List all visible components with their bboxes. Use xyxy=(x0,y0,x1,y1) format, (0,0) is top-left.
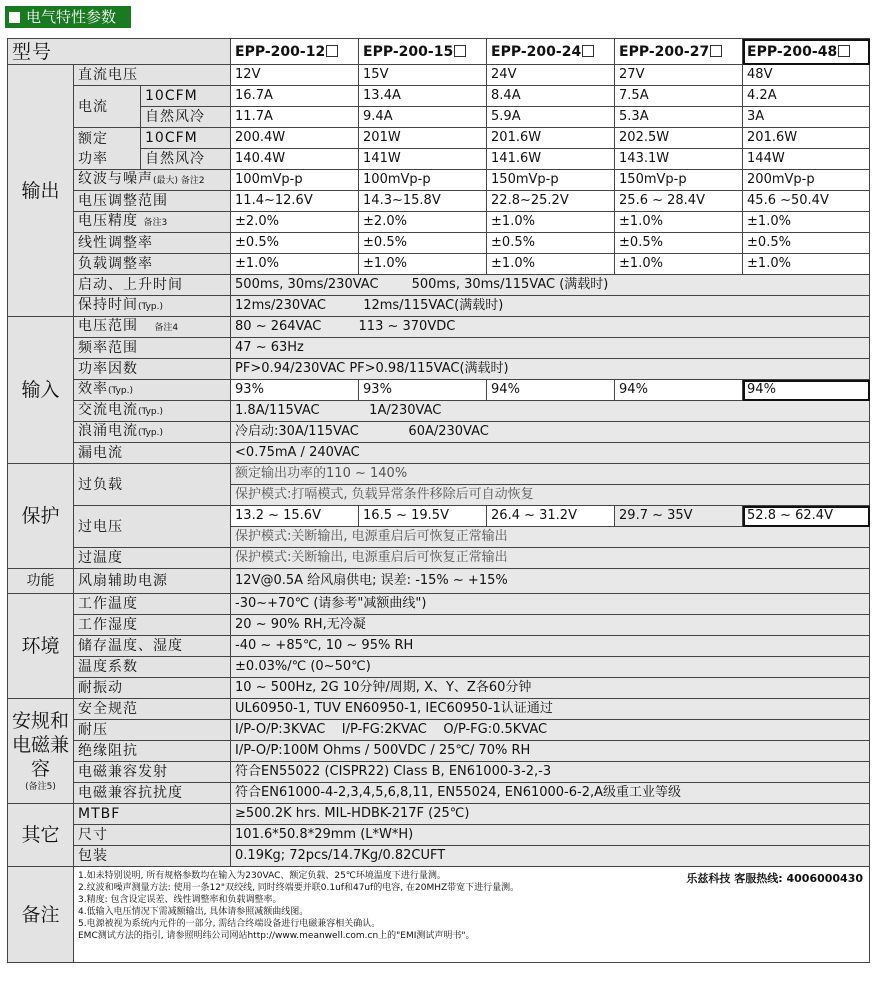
row-eff xyxy=(8,380,870,401)
row-safety xyxy=(8,699,870,720)
checkbox-icon xyxy=(582,45,594,57)
value-fan: 12V@0.5A 给风扇供电; 误差: -15% ~ +15% xyxy=(231,569,870,594)
value: 100mVp-p xyxy=(231,170,359,191)
value: ±1.0% xyxy=(487,254,615,275)
row-hold xyxy=(8,296,870,317)
row-load-reg xyxy=(8,254,870,275)
row-v-range xyxy=(8,317,870,338)
value: 4.2A xyxy=(743,86,870,107)
label-inrush: 浪涌电流(Typ.) xyxy=(74,422,231,443)
value: ±0.5% xyxy=(359,233,487,254)
label-overload: 过负载 xyxy=(74,464,231,506)
value: 11.7A xyxy=(231,107,359,128)
note-line: 5.电源被视为系统内元件的一部分, 需结合终端设备进行电磁兼容相关确认。 xyxy=(78,919,381,929)
note-line: 4.低输入电压情况下需减额输出, 具体请参照减额曲线图。 xyxy=(78,907,309,917)
model-15: EPP-200-15 xyxy=(359,39,487,65)
note-line: EMC测试方法的指引, 请参照明纬公司网站http://www.meanwell.com.cn上的"EMI测试声明书"。 xyxy=(78,931,475,941)
value: 22.8~25.2V xyxy=(487,191,615,212)
value: 140.4W xyxy=(231,149,359,170)
value-v-range: 80 ~ 264VAC 113 ~ 370VDC xyxy=(231,317,870,338)
row-mtbf xyxy=(8,804,870,825)
row-notes xyxy=(8,867,870,963)
value: 27V xyxy=(615,65,743,86)
value: 100mVp-p xyxy=(359,170,487,191)
square-icon xyxy=(9,12,20,23)
value: 48V xyxy=(743,65,870,86)
row-work-hum xyxy=(8,615,870,636)
value: 144W xyxy=(743,149,870,170)
checkbox-icon xyxy=(838,45,850,57)
value: 7.5A xyxy=(615,86,743,107)
value-pf: PF>0.94/230VAC PF>0.98/115VAC(满载时) xyxy=(231,359,870,380)
value: ±1.0% xyxy=(743,254,870,275)
value: 52.8 ~ 62.4V xyxy=(743,506,870,527)
label-pack: 包装 xyxy=(74,846,231,867)
row-pack xyxy=(8,846,870,867)
value-inrush: 冷启动:30A/115VAC 60A/230VAC xyxy=(231,422,870,443)
value: 29.7 ~ 35V xyxy=(615,506,743,527)
model-48: EPP-200-48 xyxy=(743,39,870,65)
value-emi: 符合EN55022 (CISPR22) Class B, EN61000-3-2,-3 xyxy=(231,762,870,783)
value-dim: 101.6*50.8*29mm (L*W*H) xyxy=(231,825,870,846)
label-pf: 功率因数 xyxy=(74,359,231,380)
value: ±0.5% xyxy=(615,233,743,254)
note-line: 2.纹波和噪声测量方法: 使用一条12"双绞线, 同时终端要并联0.1uf和47uf的电容, 在20MHZ带宽下进行量测。 xyxy=(78,883,520,893)
label-ripple: 纹波与噪声(最大) 备注2 xyxy=(74,170,231,191)
row-pf xyxy=(8,359,870,380)
value: 200.4W xyxy=(231,128,359,149)
value-tempco: ±0.03%/℃ (0~50℃) xyxy=(231,657,870,678)
label-mtbf: MTBF xyxy=(74,804,231,825)
value: ±0.5% xyxy=(743,233,870,254)
value: 13.2 ~ 15.6V xyxy=(231,506,359,527)
value: ±0.5% xyxy=(487,233,615,254)
label-setup: 启动、上升时间 xyxy=(74,275,231,296)
label-overtemp: 过温度 xyxy=(74,548,231,569)
label-iso: 绝缘阻抗 xyxy=(74,741,231,762)
row-current-10cfm xyxy=(8,86,870,107)
label-store: 储存温度、湿度 xyxy=(74,636,231,657)
model-12: EPP-200-12 xyxy=(231,39,359,65)
label-10cfm: 10CFM xyxy=(141,86,231,107)
row-iso xyxy=(8,741,870,762)
notes-block xyxy=(74,867,870,963)
value-store: -40 ~ +85℃, 10 ~ 95% RH xyxy=(231,636,870,657)
row-overload-1 xyxy=(8,464,870,485)
label-work-hum: 工作湿度 xyxy=(74,615,231,636)
label-freq: 频率范围 xyxy=(74,338,231,359)
label-hold: 保持时间(Typ.) xyxy=(74,296,231,317)
row-v-tol xyxy=(8,212,870,233)
value: 13.4A xyxy=(359,86,487,107)
category-notes: 备注 xyxy=(8,867,74,963)
value: 11.4~12.6V xyxy=(231,191,359,212)
category-function: 功能 xyxy=(8,569,74,594)
value: 202.5W xyxy=(615,128,743,149)
label-v-adj: 电压调整范围 xyxy=(74,191,231,212)
category-protection: 保护 xyxy=(8,464,74,569)
value-ems: 符合EN61000-4-2,3,4,5,6,8,11, EN55024, EN61000-6-2,A级重工业等级 xyxy=(231,783,870,804)
label-fan: 风扇辅助电源 xyxy=(74,569,231,594)
value: 45.6 ~50.4V xyxy=(743,191,870,212)
value-overload-2: 保护模式:打嗝模式, 负载异常条件移除后可自动恢复 xyxy=(231,485,870,506)
checkbox-icon xyxy=(710,45,722,57)
label-tempco: 温度系数 xyxy=(74,657,231,678)
value-overload-1: 额定输出功率的110 ~ 140% xyxy=(231,464,870,485)
value: 141.6W xyxy=(487,149,615,170)
row-dim xyxy=(8,825,870,846)
value: 15V xyxy=(359,65,487,86)
value: 24V xyxy=(487,65,615,86)
label-10cfm: 10CFM xyxy=(141,128,231,149)
value-setup: 500ms, 30ms/230VAC 500ms, 30ms/115VAC (满载时) xyxy=(231,275,870,296)
label-natural: 自然风冷 xyxy=(141,107,231,128)
row-inrush xyxy=(8,422,870,443)
section-header xyxy=(5,6,131,28)
value: 94% xyxy=(743,380,870,401)
row-line-reg xyxy=(8,233,870,254)
model-label: 型号 xyxy=(8,39,231,65)
label-current: 电流 xyxy=(74,86,141,128)
value: ±1.0% xyxy=(743,212,870,233)
row-work-temp xyxy=(8,594,870,615)
label-vib: 耐振动 xyxy=(74,678,231,699)
row-vib xyxy=(8,678,870,699)
row-ac-cur xyxy=(8,401,870,422)
checkbox-icon xyxy=(326,45,338,57)
row-store xyxy=(8,636,870,657)
value: 16.7A xyxy=(231,86,359,107)
label-safety: 安全规范 xyxy=(74,699,231,720)
label-withstand: 耐压 xyxy=(74,720,231,741)
section-title: 电气特性参数 xyxy=(26,8,117,26)
label-leak: 漏电流 xyxy=(74,443,231,464)
value: 93% xyxy=(359,380,487,401)
value: ±0.5% xyxy=(231,233,359,254)
row-ov xyxy=(8,506,870,527)
row-model xyxy=(8,39,870,65)
row-dc-voltage xyxy=(8,65,870,86)
value: 25.6 ~ 28.4V xyxy=(615,191,743,212)
value: 93% xyxy=(231,380,359,401)
value: 5.9A xyxy=(487,107,615,128)
value: ±1.0% xyxy=(615,212,743,233)
value-safety: UL60950-1, TUV EN60950-1, IEC60950-1认证通过 xyxy=(231,699,870,720)
label-eff: 效率(Typ.) xyxy=(74,380,231,401)
label-overvoltage: 过电压 xyxy=(74,506,231,548)
row-power-10cfm xyxy=(8,128,870,149)
label-line-reg: 线性调整率 xyxy=(74,233,231,254)
row-ems xyxy=(8,783,870,804)
value: 200mVp-p xyxy=(743,170,870,191)
category-safety-emc: 安规和电磁兼容 (备注5) xyxy=(8,699,74,804)
value: 94% xyxy=(487,380,615,401)
row-leak xyxy=(8,443,870,464)
value-work-hum: 20 ~ 90% RH,无冷凝 xyxy=(231,615,870,636)
category-input: 输入 xyxy=(8,317,74,464)
label-v-tol: 电压精度 备注3 xyxy=(74,212,231,233)
label-load-reg: 负载调整率 xyxy=(74,254,231,275)
value: 5.3A xyxy=(615,107,743,128)
label-natural: 自然风冷 xyxy=(141,149,231,170)
value: 3A xyxy=(743,107,870,128)
value: ±1.0% xyxy=(359,254,487,275)
value-ot-mode: 保护模式:关断输出, 电源重启后可恢复正常输出 xyxy=(231,548,870,569)
row-freq xyxy=(8,338,870,359)
row-ot xyxy=(8,548,870,569)
value: 150mVp-p xyxy=(615,170,743,191)
value: 201.6W xyxy=(743,128,870,149)
category-others: 其它 xyxy=(8,804,74,867)
value-leak: <0.75mA / 240VAC xyxy=(231,443,870,464)
value: 12V xyxy=(231,65,359,86)
value: 141W xyxy=(359,149,487,170)
value: 9.4A xyxy=(359,107,487,128)
row-tempco xyxy=(8,657,870,678)
value: 201.6W xyxy=(487,128,615,149)
value-withstand: I/P-O/P:3KVAC I/P-FG:2KVAC O/P-FG:0.5KVAC xyxy=(231,720,870,741)
row-emi xyxy=(8,762,870,783)
value-ac-cur: 1.8A/115VAC 1A/230VAC xyxy=(231,401,870,422)
value-freq: 47 ~ 63Hz xyxy=(231,338,870,359)
row-setup xyxy=(8,275,870,296)
spec-table xyxy=(7,38,870,963)
value: ±1.0% xyxy=(615,254,743,275)
label-ems: 电磁兼容抗扰度 xyxy=(74,783,231,804)
value: ±2.0% xyxy=(231,212,359,233)
value: 94% xyxy=(615,380,743,401)
value-hold: 12ms/230VAC 12ms/115VAC(满载时) xyxy=(231,296,870,317)
value-iso: I/P-O/P:100M Ohms / 500VDC / 25℃/ 70% RH xyxy=(231,741,870,762)
label-v-range: 电压范围 备注4 xyxy=(74,317,231,338)
label-emi: 电磁兼容发射 xyxy=(74,762,231,783)
label-ac-cur: 交流电流(Typ.) xyxy=(74,401,231,422)
value: ±2.0% xyxy=(359,212,487,233)
value: 26.4 ~ 31.2V xyxy=(487,506,615,527)
row-withstand xyxy=(8,720,870,741)
row-fan xyxy=(8,569,870,594)
value-mtbf: ≥500.2K hrs. MIL-HDBK-217F (25℃) xyxy=(231,804,870,825)
label-dim: 尺寸 xyxy=(74,825,231,846)
value: 16.5 ~ 19.5V xyxy=(359,506,487,527)
value-work-temp: -30~+70℃ (请参考"减额曲线") xyxy=(231,594,870,615)
value: 8.4A xyxy=(487,86,615,107)
note-line: 3.精度: 包含设定误差、线性调整率和负载调整率。 xyxy=(78,895,282,905)
value: 143.1W xyxy=(615,149,743,170)
row-v-adj xyxy=(8,191,870,212)
note-line: 1.如未特别说明, 所有规格参数均在输入为230VAC、额定负载、25℃环境温度下进行量测。 xyxy=(78,871,446,881)
value-ov-mode: 保护模式:关断输出, 电源重启后可恢复正常输出 xyxy=(231,527,870,548)
value: ±1.0% xyxy=(487,212,615,233)
label-dc-voltage: 直流电压 xyxy=(74,65,231,86)
value-vib: 10 ~ 500Hz, 2G 10分钟/周期, X、Y、Z各60分钟 xyxy=(231,678,870,699)
label-work-temp: 工作温度 xyxy=(74,594,231,615)
value: ±1.0% xyxy=(231,254,359,275)
value-pack: 0.19Kg; 72pcs/14.7Kg/0.82CUFT xyxy=(231,846,870,867)
label-rated-power: 额定 功率 xyxy=(74,128,141,170)
model-27: EPP-200-27 xyxy=(615,39,743,65)
checkbox-icon xyxy=(454,45,466,57)
row-ripple xyxy=(8,170,870,191)
hotline: 乐兹科技 客服热线: 4006000430 xyxy=(686,872,864,885)
value: 201W xyxy=(359,128,487,149)
category-env: 环境 xyxy=(8,594,74,699)
category-output: 输出 xyxy=(8,65,74,317)
value: 150mVp-p xyxy=(487,170,615,191)
value: 14.3~15.8V xyxy=(359,191,487,212)
model-24: EPP-200-24 xyxy=(487,39,615,65)
